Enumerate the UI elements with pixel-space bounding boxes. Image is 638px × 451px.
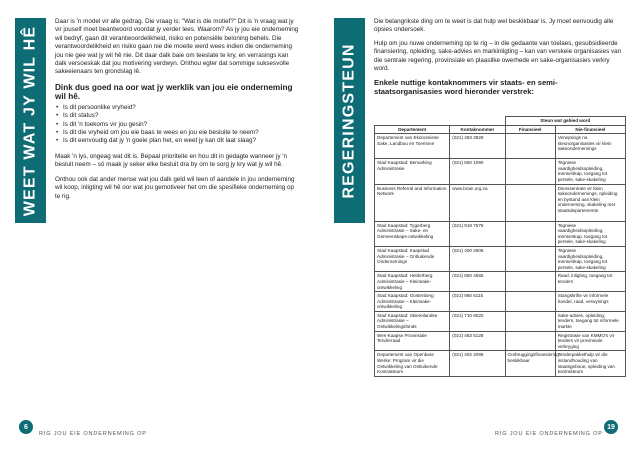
contacts-heading: Enkele nuttige kontaknommers vir staats- en semi-staatsorganisasies word hieronder verstrek: xyxy=(374,78,558,97)
list-item: • Is dit eenvoudig dat jy 'n goeie plan het, en weet jy kan dit laat slaag? xyxy=(63,137,301,145)
table-row xyxy=(375,221,626,246)
nonfinancial-cell: Sake-advies, opleiding, tenders, toegang tot informele markte xyxy=(555,311,625,331)
right-body xyxy=(374,18,624,99)
nonfinancial-cell: Tenderpakkethulp vir die instandhouding van staatsgeboue, opleiding van kontrakteurs xyxy=(555,351,625,376)
financial-cell xyxy=(505,134,555,159)
contact-cell: (021) 850 4555 xyxy=(450,272,505,292)
financial-cell xyxy=(505,184,555,221)
nonfinancial-cell: Stangskrifte vir informele handel, raad, verwysings xyxy=(555,292,625,312)
nonfinancial-cell: Dienssentrale vir klein sakeondernemings, opleiding en bystand aan klein onderneming, skakeling met staatsdepartemente xyxy=(555,184,625,221)
contact-cell: (021) 483 5128 xyxy=(450,331,505,351)
table-row xyxy=(375,272,626,292)
list-item: • Is dit status? xyxy=(63,112,301,120)
dept-cell: Stad Kaapstad: Skiereilandse Administrasie – Ontwikkelingsfonds xyxy=(375,311,450,331)
list-item: • Is dit die vryheid om jou eie baas te wees en jou eie besluite te neem? xyxy=(63,129,301,137)
page-number-badge: 19 xyxy=(604,420,618,434)
page-footer: RIG JOU EIE ONDERNEMING OP xyxy=(495,431,603,437)
left-band-title: WEET WAT JY WIL HÊ xyxy=(21,25,39,216)
right-band-title: REGERINGSTEUN xyxy=(340,42,358,199)
dept-cell: Departement van Ekonomiese Sake, Landbou en Toerisme xyxy=(375,134,450,159)
dept-cell: Stad Kaapstad: Tygerberg Administrasie – Sake- en Gemeenskaps-ontwikkeling xyxy=(375,221,450,246)
contact-cell: (021) 550 1090 xyxy=(450,159,505,184)
list-item: • Is dit persoonlike vryheid? xyxy=(63,104,301,112)
nonfinancial-cell: Tegniese vaardigheidsopleiding, mentorskap, toegang tot persele, sake-skakeling xyxy=(555,221,625,246)
help-sources-paragraph: Hulp om jou nuwe onderneming op te rig – in die gedaante van toelaes, gesubsidieerde finansiering, opleiding, sake-advies en markinligting – kan van verskeie organisasies van die sentrale regering, provinsiale en plaaslike owerhede en sake-organisasies verkry word. xyxy=(374,39,622,73)
left-vertical-band xyxy=(15,18,46,223)
financial-cell: Oorbruggingsfinansiering beskikbaar xyxy=(505,351,555,376)
financial-cell xyxy=(505,292,555,312)
help-available-paragraph: Die belangrikste ding om te weet is dat hulp wel beskikbaar is. Jy moet eenvoudig alle opsies ondersoek. xyxy=(374,18,614,34)
column-header: Kontaknommer xyxy=(450,125,505,134)
nonfinancial-cell: Tegniese vaardigheidsopleiding, mentorskap, toegang tot persele, sake-skakeling xyxy=(555,159,625,184)
intro-paragraph: Daar is 'n model vir alle gedrag. Die vraag is: "Wat is die motief?" Dit is 'n vraag wat jy vir jouself moet beantwoord voordat jy verder lees. Waarom? As jy jou eie onderneming wil bedryf, gaan dit verantwoordelikheid, risiko en potensiële beloning behels. Die verantwoordelikheid en risiko gaan nie die moeite werd wees indien die onderneming jou nie gee wat jy wil hê nie. Dit daar dalk baie om teeslate te kry, en verrasings kan dalk versoeskak dat jou motivering verdwyn. Onthou egter dat sommige suksesvolle sakeeienaars ten grondslag lê. xyxy=(55,18,299,76)
table-row xyxy=(375,184,626,221)
column-header: Departement xyxy=(375,125,450,134)
column-header: Finansieel xyxy=(505,125,555,134)
contact-cell: (021) 918 7576 xyxy=(450,221,505,246)
dept-cell: Departement van Openbare Werke: Program vir die Ontwikkeling van Ontluikende Kontrakteurs xyxy=(375,351,450,376)
contacts-table xyxy=(374,116,626,377)
financial-cell xyxy=(505,159,555,184)
list-item: • Is dit 'n toekoms vir jou gesin? xyxy=(63,121,301,129)
nonfinancial-cell: Verwysings na steunorganisasies vir klein sakeondernemings xyxy=(555,134,625,159)
page-number-badge: 6 xyxy=(19,420,33,434)
contact-cell: (021) 710 8020 xyxy=(450,311,505,331)
contact-cell: (021) 402 2098 xyxy=(450,351,505,376)
financial-cell xyxy=(505,221,555,246)
dept-cell: Stad Kaapstad: Bemarking Administrasie xyxy=(375,159,450,184)
dept-cell: Wes-Kaapse Provinsiale Tenderraad xyxy=(375,331,450,351)
nonfinancial-cell: Tegniese vaardigheidsopleiding, mentorskap, toegang tot persele, sake-skakeling xyxy=(555,246,625,271)
nonfinancial-cell: Raad, inligting, toegang tot tenders xyxy=(555,272,625,292)
table-row xyxy=(375,159,626,184)
financial-cell xyxy=(505,272,555,292)
financial-cell xyxy=(505,331,555,351)
right-vertical-band xyxy=(334,18,365,223)
table-row xyxy=(375,351,626,376)
table-row xyxy=(375,292,626,312)
contact-cell: (021) 483 2828 xyxy=(450,134,505,159)
right-page xyxy=(319,0,638,451)
motivation-heading: Dink dus goed na oor wat jy werklik van jou eie onderneming wil hê. xyxy=(55,82,293,102)
priorities-paragraph: Maak 'n lys, ongeag wat dit is. Bepaal prioriteite en hou dit in gedagte wanneer jy 'n besluit neem – só maak jy seker elke besluit dra by om te sorg jy kry wat jy wil hê. xyxy=(55,152,288,169)
table-row xyxy=(375,331,626,351)
investors-paragraph: Onthou ook dat ander mense wat jou dalk geld wil leen of aandele in jou onderneming wil koop, inligting wil hê oor wat jou gemotiveer het om die spesifieke onderneming op te rig. xyxy=(55,175,295,200)
table-row xyxy=(375,134,626,159)
table-row xyxy=(375,311,626,331)
page-footer: RIG JOU EIE ONDERNEMING OP xyxy=(39,431,147,437)
dept-cell: Stad Kaapstad: Oostenberg Administrasie – Kleinsake-ontwikkeling xyxy=(375,292,450,312)
left-body xyxy=(55,18,301,207)
financial-cell xyxy=(505,246,555,271)
dept-cell: Stad Kaapstad: Helderberg Administrasie – Kleinsake-ontwikkeling xyxy=(375,272,450,292)
dept-cell: Business Referral and Information Network xyxy=(375,184,450,221)
table-header-spacer xyxy=(375,117,506,126)
motivation-list xyxy=(55,104,301,146)
dept-cell: Stad Kaapstad: Kaapstad Administrasie – Ontluikende Ondernemings xyxy=(375,246,450,271)
support-group-header: Steun wat gebied word xyxy=(505,117,625,126)
contact-cell: (021) 400 2605 xyxy=(450,246,505,271)
contact-cell: www.brain.org.za xyxy=(450,184,505,221)
table-row xyxy=(375,246,626,271)
column-header: Nie-finansieel xyxy=(555,125,625,134)
nonfinancial-cell: Registrasie van KMMO's vir tenders vir provinsiale verkryging xyxy=(555,331,625,351)
contact-cell: (021) 980 6115 xyxy=(450,292,505,312)
financial-cell xyxy=(505,311,555,331)
